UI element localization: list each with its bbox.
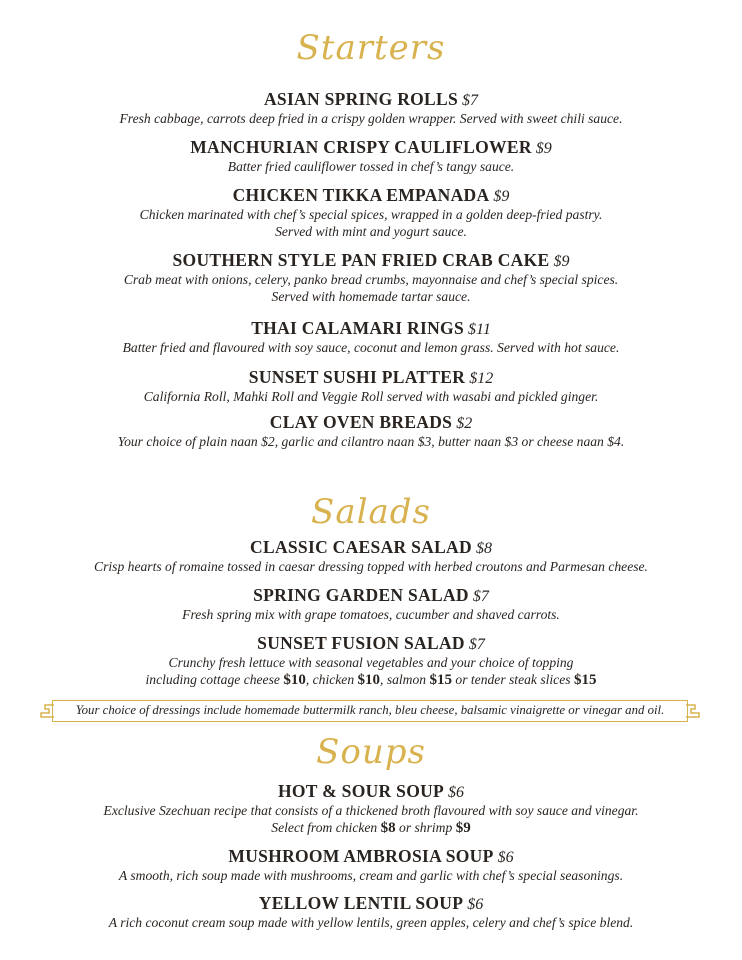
item-name: THAI CALAMARI RINGS: [251, 318, 464, 338]
menu-item-yellow-lentil-soup: [0, 893, 742, 931]
item-name: CHICKEN TIKKA EMPANADA: [232, 185, 490, 205]
item-name: MANCHURIAN CRISPY CAULIFLOWER: [190, 137, 532, 157]
item-description: Crab meat with onions, celery, panko bread crumbs, mayonnaise and chef’s special spices.: [123, 272, 619, 287]
ornament-left-icon: [39, 703, 55, 719]
item-description: [0, 671, 742, 689]
item-price: $11: [468, 321, 491, 338]
item-description: A rich coconut cream soup made with yellow lentils, green apples, celery and chef’s spice blend.: [108, 915, 634, 930]
desc-text: , salmon: [380, 672, 430, 687]
item-description: Batter fried cauliflower tossed in chef’s tangy sauce.: [227, 159, 515, 174]
item-description: Fresh cabbage, carrots deep fried in a crispy golden wrapper. Served with sweet chili sauce.: [119, 111, 623, 126]
item-description: Batter fried and flavoured with soy sauce, coconut and lemon grass. Served with hot sauce.: [122, 340, 620, 355]
desc-text: Select from chicken: [271, 820, 381, 835]
item-price: $9: [493, 188, 510, 205]
desc-text: or shrimp: [395, 820, 456, 835]
section-title-soups: Soups: [316, 732, 426, 772]
item-price: $2: [456, 415, 473, 432]
item-price: $8: [475, 540, 492, 557]
item-description: Chicken marinated with chef’s special spices, wrapped in a golden deep-fried pastry.: [139, 207, 603, 222]
menu-item-caesar-salad: [0, 537, 742, 575]
item-price: $7: [468, 636, 485, 653]
menu-item-sunset-fusion-salad: [0, 633, 742, 689]
menu-item-asian-spring-rolls: [0, 89, 742, 127]
item-name: SUNSET FUSION SALAD: [257, 633, 465, 653]
item-name: YELLOW LENTIL SOUP: [258, 893, 464, 913]
menu-item-sushi-platter: [0, 367, 742, 405]
ornament-right-icon: [685, 703, 701, 719]
desc-price: $8: [380, 820, 396, 836]
item-name: HOT & SOUR SOUP: [277, 781, 445, 801]
item-price: $7: [462, 92, 479, 109]
item-name: CLASSIC CAESAR SALAD: [250, 537, 472, 557]
item-name: SPRING GARDEN SALAD: [253, 585, 469, 605]
item-price: $9: [535, 140, 552, 157]
desc-price: $10: [283, 672, 306, 688]
item-description: Served with mint and yogurt sauce.: [275, 224, 467, 239]
item-description: A smooth, rich soup made with mushrooms, cream and garlic with chef’s special seasonings.: [118, 868, 624, 883]
item-description: Crisp hearts of romaine tossed in caesar dressing topped with herbed croutons and Parmesan cheese.: [94, 559, 648, 574]
desc-price: $9: [455, 820, 471, 836]
item-price: $7: [472, 588, 489, 605]
dressings-note-box: [52, 700, 688, 722]
item-description: Exclusive Szechuan recipe that consists of a thickened broth flavoured with soy sauce and vinegar.: [103, 803, 639, 818]
desc-text: or tender steak slices: [452, 672, 574, 687]
item-price: $9: [553, 253, 570, 270]
menu-item-manchurian-cauliflower: [0, 137, 742, 175]
desc-price: $10: [357, 672, 381, 688]
section-title-starters: Starters: [296, 28, 446, 68]
desc-text: , chicken: [305, 672, 358, 687]
desc-text: including cottage cheese: [145, 672, 284, 687]
item-name: ASIAN SPRING ROLLS: [263, 89, 459, 109]
item-name: SOUTHERN STYLE PAN FRIED CRAB CAKE: [172, 250, 550, 270]
menu-item-clay-oven-breads: [0, 412, 742, 450]
menu-item-thai-calamari: [0, 318, 742, 356]
item-price: $12: [469, 370, 494, 387]
item-name: MUSHROOM AMBROSIA SOUP: [228, 846, 494, 866]
menu-item-crab-cake: [0, 250, 742, 305]
section-title-salads: Salads: [311, 492, 431, 532]
menu-item-mushroom-ambrosia-soup: [0, 846, 742, 884]
item-name: SUNSET SUSHI PLATTER: [248, 367, 466, 387]
item-name: CLAY OVEN BREADS: [269, 412, 453, 432]
item-description: Your choice of plain naan $2, garlic and cilantro naan $3, butter naan $3 or cheese naan $4.: [117, 434, 625, 449]
item-price: $6: [497, 849, 514, 866]
item-description: Crunchy fresh lettuce with seasonal vegetables and your choice of topping: [168, 655, 574, 670]
desc-price: $15: [429, 672, 452, 688]
item-description: [0, 819, 742, 837]
menu-item-chicken-tikka-empanada: [0, 185, 742, 240]
menu-item-hot-sour-soup: [0, 781, 742, 837]
dressings-note: Your choice of dressings include homemade buttermilk ranch, bleu cheese, balsamic vinaigrette or vinegar and oil.: [75, 703, 665, 717]
item-price: $6: [467, 896, 484, 913]
desc-price: $15: [573, 672, 597, 688]
item-description: Fresh spring mix with grape tomatoes, cucumber and shaved carrots.: [182, 607, 560, 622]
item-description: California Roll, Mahki Roll and Veggie Roll served with wasabi and pickled ginger.: [143, 389, 599, 404]
item-description: Served with homemade tartar sauce.: [271, 289, 471, 304]
item-price: $6: [448, 784, 465, 801]
menu-item-spring-garden-salad: [0, 585, 742, 623]
